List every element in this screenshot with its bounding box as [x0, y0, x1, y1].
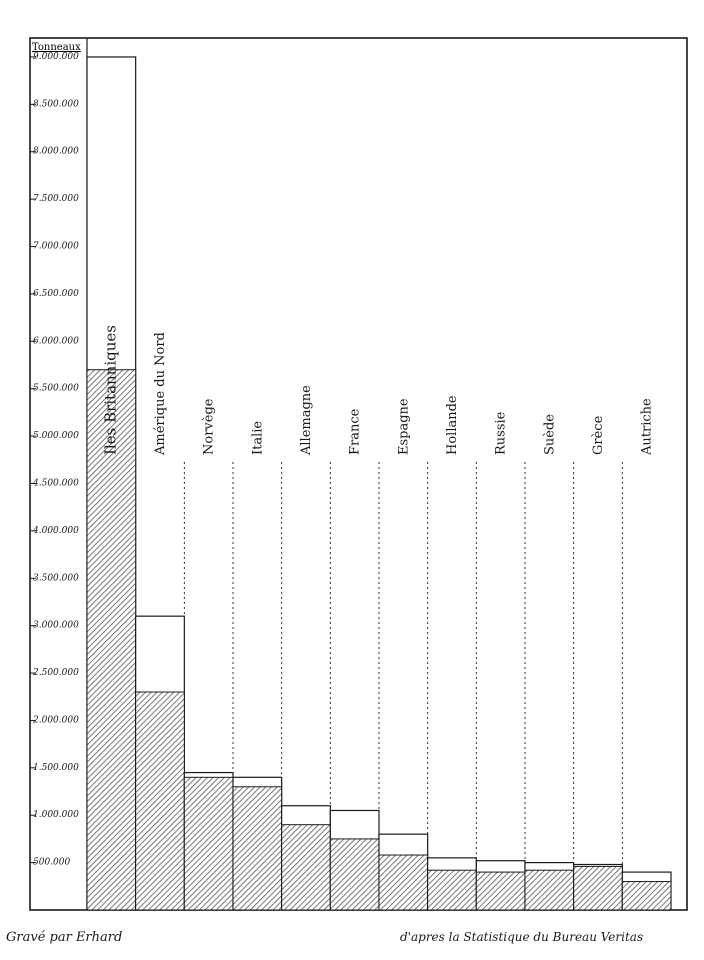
bar-hatched	[330, 839, 379, 910]
y-tick-label: 5.500.000	[33, 383, 79, 394]
category-labels	[101, 325, 654, 456]
category-label: Iles Britanniques	[101, 325, 120, 455]
y-tick-label: 1.000.000	[33, 810, 79, 821]
category-label: Espagne	[396, 398, 412, 455]
y-tick-label: 2.500.000	[33, 668, 79, 679]
category-label: France	[347, 408, 363, 455]
bar-hatched	[574, 866, 623, 910]
bar-hatched	[525, 870, 574, 910]
category-label: Suède	[542, 414, 558, 455]
category-label: Norvège	[201, 398, 217, 455]
credit-source: d'apres la Statistique du Bureau Veritas	[400, 930, 644, 944]
y-tick-label: 8.500.000	[33, 99, 79, 110]
bar-hatched	[379, 855, 428, 910]
y-ticks	[30, 52, 79, 868]
category-label: Autriche	[639, 398, 655, 455]
y-tick-label: 4.500.000	[33, 478, 79, 489]
category-label: Grèce	[591, 415, 606, 455]
y-tick-label: 7.500.000	[33, 194, 79, 205]
category-label: Allemagne	[299, 385, 314, 455]
bar-hatched	[233, 787, 282, 910]
y-tick-label: 3.000.000	[33, 620, 79, 631]
y-tick-label: 2.000.000	[33, 715, 79, 726]
bar-hatched	[622, 882, 671, 910]
y-unit-label: Tonneaux	[32, 42, 81, 53]
category-label: Italie	[250, 420, 266, 455]
y-tick-label: 5.000.000	[33, 431, 79, 442]
bar-hatched	[282, 825, 331, 910]
bar-hatched	[476, 872, 525, 910]
y-tick-label: 6.000.000	[33, 336, 79, 347]
y-tick-label: 1.500.000	[33, 762, 79, 773]
y-tick-label: 8.000.000	[33, 146, 79, 157]
bar-hatched	[428, 870, 477, 910]
bar-hatched	[184, 777, 233, 910]
category-label: Amérique du Nord	[153, 332, 168, 455]
y-tick-label: 4.000.000	[33, 525, 79, 536]
y-tick-label: 3.500.000	[33, 573, 79, 584]
category-label: Russie	[493, 411, 509, 455]
y-tick-label: 7.000.000	[33, 241, 79, 252]
y-tick-label: 500.000	[33, 857, 71, 868]
credit-engraver: Gravé par Erhard	[6, 930, 123, 945]
bar-hatched	[136, 692, 185, 910]
category-label: Hollande	[445, 395, 460, 455]
y-tick-label: 9.000.000	[33, 51, 79, 62]
y-tick-label: 6.500.000	[33, 288, 79, 299]
